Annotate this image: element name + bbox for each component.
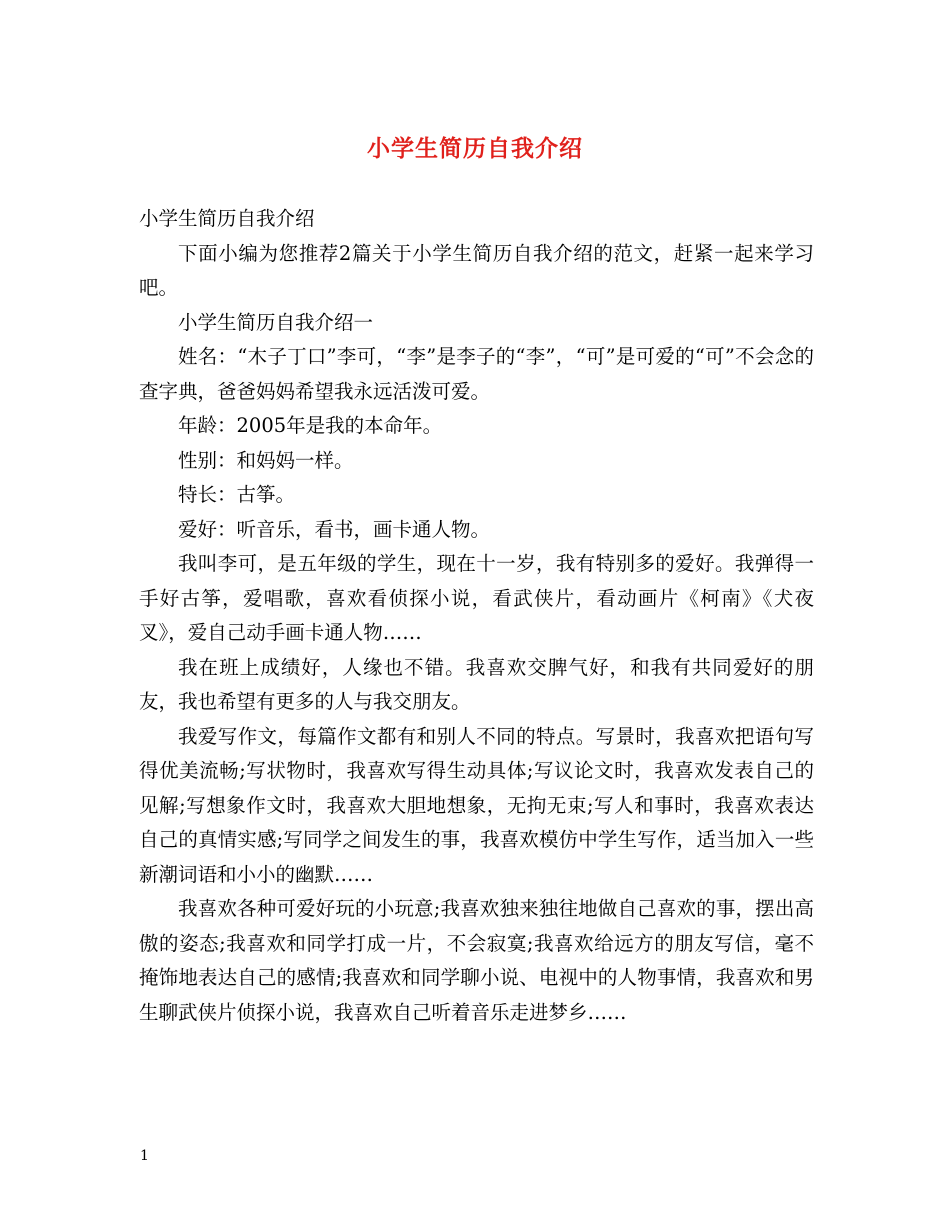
paragraph: 小学生简历自我介绍一	[178, 310, 374, 334]
paragraph: 年龄：2005年是我的本命年。	[178, 414, 443, 437]
paragraph: 爱好：听音乐，看书，画卡通人物。	[178, 517, 491, 541]
paragraph: 我爱写作文，每篇作文都有和别人不同的特点。写景时，我喜欢把语句写得优美流畅;写状物时，我喜欢写得生动具体;写议论文时，我喜欢发表自己的见解;写想象作文时，我喜欢大胆地想象，无拘无束;写人和事时，我喜欢表达自己的真情实感;写同学之间发生的事，我喜欢模仿中学生写作，适当加入一些新潮词语和小小的幽默……	[139, 724, 814, 886]
paragraph: 我喜欢各种可爱好玩的小玩意;我喜欢独来独往地做自己喜欢的事，摆出高傲的姿态;我喜欢和同学打成一片，不会寂寞;我喜欢给远方的朋友写信，毫不掩饰地表达自己的感情;我喜欢和同学聊小说、电视中的人物事情，我喜欢和男生聊武侠片侦探小说，我喜欢自己听着音乐走进梦乡……	[139, 897, 814, 1024]
paragraph: 特长：古筝。	[178, 483, 296, 506]
paragraph: 我在班上成绩好，人缘也不错。我喜欢交脾气好，和我有共同爱好的朋友，我也希望有更多的人与我交朋友。	[139, 655, 814, 713]
paragraph: 姓名：“木子丁口”李可，“李”是李子的“李”，“可”是可爱的“可”不会念的查字典，爸爸妈妈希望我永远活泼可爱。	[139, 345, 814, 403]
paragraph: 下面小编为您推荐2篇关于小学生简历自我介绍的范文，赶紧一起来学习吧。	[139, 241, 814, 299]
paragraph: 我叫李可，是五年级的学生，现在十一岁，我有特别多的爱好。我弹得一手好古筝，爱唱歌，喜欢看侦探小说，看武侠片，看动画片《柯南》《犬夜叉》，爱自己动手画卡通人物……	[139, 552, 814, 644]
document-title: 小学生简历自我介绍	[367, 135, 583, 162]
document-body	[139, 202, 814, 1030]
paragraph: 小学生简历自我介绍	[139, 207, 315, 230]
paragraph: 性别：和妈妈一样。	[178, 448, 354, 472]
page-number: 1	[140, 1148, 149, 1164]
